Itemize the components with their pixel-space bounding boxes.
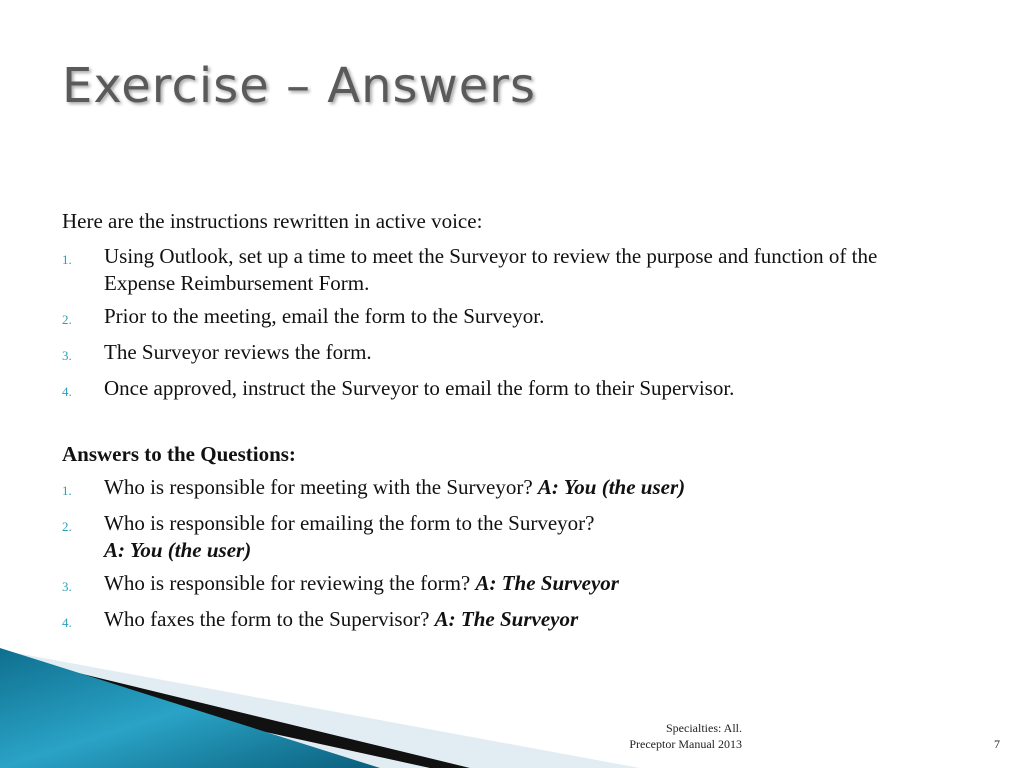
list-number: 4. — [62, 615, 72, 630]
list-number: 2. — [62, 519, 72, 534]
question-text: Who is responsible for meeting with the Surveyor? — [104, 475, 533, 499]
question-item — [62, 606, 922, 636]
question-body — [104, 606, 922, 633]
list-number: 1. — [62, 483, 72, 498]
question-text: Who faxes the form to the Supervisor? — [104, 607, 430, 631]
answer-text: A: The Surveyor — [434, 607, 579, 631]
answer-text: A: The Surveyor — [475, 571, 619, 595]
question-text: Who is responsible for reviewing the form? — [104, 571, 471, 595]
teal-wedge-shape — [0, 648, 380, 768]
page-number: 7 — [994, 737, 1000, 751]
list-number: 1. — [62, 252, 72, 267]
instruction-item — [62, 303, 922, 333]
question-body — [104, 474, 922, 501]
list-number: 4. — [62, 384, 72, 399]
instruction-text: Prior to the meeting, email the form to the Surveyor. — [104, 304, 545, 328]
question-body — [104, 570, 922, 597]
footer-specialties: Specialties: All. — [666, 721, 742, 735]
instruction-text: Using Outlook, set up a time to meet the Surveyor to review the purpose and function of the Expense Reimbursement Form. — [104, 244, 878, 295]
intro-text: Here are the instructions rewritten in active voice: — [62, 209, 483, 233]
instruction-item — [62, 375, 922, 405]
questions-list — [62, 474, 922, 636]
question-text: Who is responsible for emailing the form to the Surveyor? — [104, 511, 595, 535]
instructions-list — [62, 243, 922, 405]
slide-title: Exercise – Answers — [62, 58, 537, 114]
footer-text — [629, 720, 742, 752]
instruction-item — [62, 339, 922, 369]
decorative-swoosh — [0, 640, 640, 768]
instruction-item — [62, 243, 922, 297]
instruction-text: Once approved, instruct the Surveyor to email the form to their Supervisor. — [104, 376, 735, 400]
answer-text: A: You (the user) — [537, 475, 686, 499]
question-item — [62, 570, 922, 600]
slide-content — [62, 208, 922, 642]
question-item — [62, 510, 922, 564]
footer-manual: Preceptor Manual 2013 — [629, 737, 742, 751]
question-body — [104, 510, 922, 564]
answer-text: A: You (the user) — [104, 538, 252, 562]
questions-heading: Answers to the Questions: — [62, 442, 296, 466]
instruction-text: The Surveyor reviews the form. — [104, 340, 372, 364]
list-number: 3. — [62, 579, 72, 594]
list-number: 3. — [62, 348, 72, 363]
question-item — [62, 474, 922, 504]
list-number: 2. — [62, 312, 72, 327]
